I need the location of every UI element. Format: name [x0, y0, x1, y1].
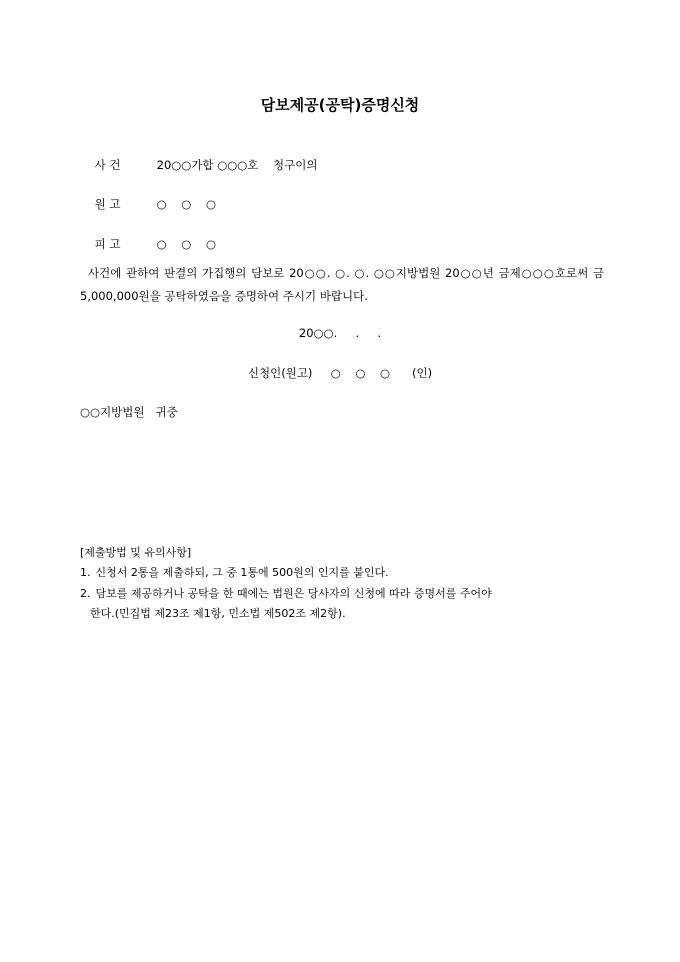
- plaintiff-value: ○ ○ ○: [156, 197, 216, 211]
- note-number: 2.: [80, 587, 91, 600]
- note-number: 1.: [80, 566, 91, 579]
- defendant-row: [80, 222, 216, 266]
- note-text: 신청서 2통을 제출하되, 그 중 1통에 500원의 인지를 붙인다.: [95, 566, 389, 579]
- date-line: 20○○. . .: [298, 326, 382, 340]
- case-row: [80, 143, 317, 187]
- notes-heading: [제출방법 및 유의사항]: [80, 546, 192, 559]
- body-paragraph: 사건에 관하여 판결의 가집행의 담보로 20○○. ○. ○. ○○지방법원 20○○년 금제○○○호로써 금 5,000,000원을 공탁하였음을 증명하여 주시기 바랍니다.: [80, 266, 604, 303]
- case-value: 20○○가합 ○○○호 청구이의: [156, 158, 318, 172]
- document-title: 담보제공(공탁)증명신청: [260, 96, 420, 114]
- plaintiff-label: 원 고: [94, 197, 121, 211]
- note-item-2: [80, 584, 604, 624]
- note-text: 담보를 제공하거나 공탁을 한 때에는 법원은 당사자의 신청에 따라 증명서를 주어야: [95, 587, 492, 600]
- note-item-1: [80, 563, 604, 583]
- defendant-value: ○ ○ ○: [156, 237, 216, 251]
- case-label: 사 건: [94, 158, 121, 172]
- note-continuation: 한다.(민집법 제23조 제1항, 민소법 제502조 제2항).: [90, 607, 346, 620]
- applicant-line: 신청인(원고) ○ ○ ○ (인): [247, 366, 433, 380]
- plaintiff-row: [80, 182, 216, 226]
- defendant-label: 피 고: [94, 237, 121, 251]
- court-addressee: ○○지방법원 귀중: [80, 405, 178, 419]
